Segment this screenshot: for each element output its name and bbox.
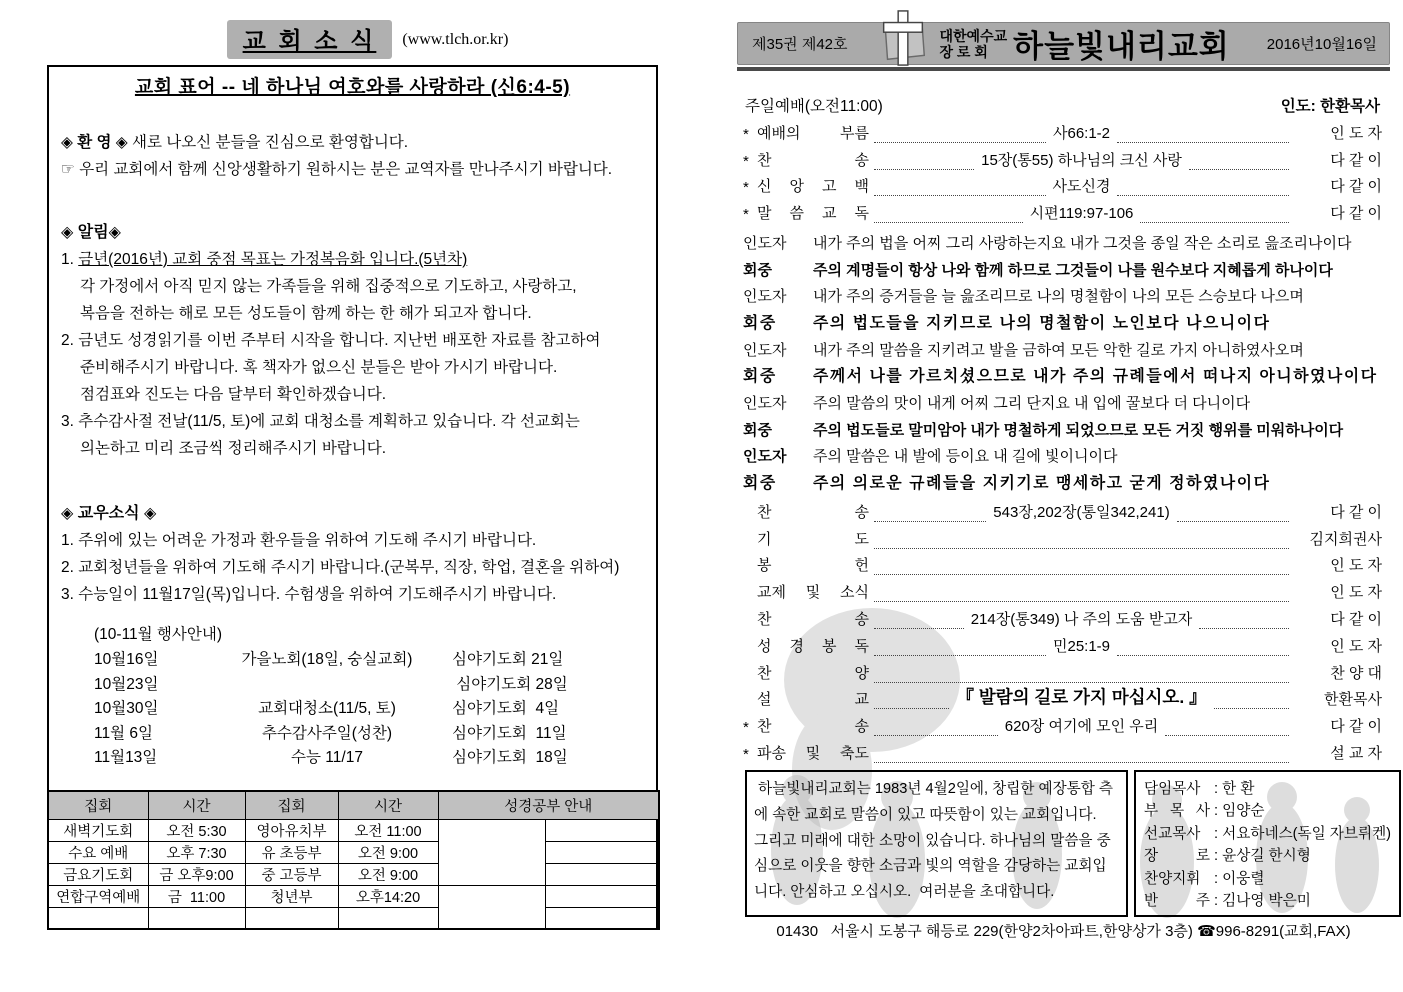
- notice-item: 준비해주시기 바랍니다. 혹 책자가 없으신 분들은 받아 가시기 바랍니다.: [80, 359, 558, 376]
- notice-item: 2. 금년도 성경읽기를 이번 주부터 시작을 합니다. 지난번 배포한 자료를 참고하여: [61, 332, 601, 349]
- news-title-box: [227, 20, 393, 59]
- welcome-note: 우리 교회에서 함께 신앙생활하기 원하시는 분은 교역자를 만나주시기 바랍니다.: [79, 161, 613, 178]
- invitation-line: 그리고 미래에 대한 소망이 있습니다. 하나님의 말씀을 중: [754, 832, 1111, 849]
- responsive-line: 인도자 주의 말씀은 내 발에 등이요 내 길에 빛이니이다: [743, 448, 1118, 466]
- invitation-line: 니다. 안심하고 오십시오. 여러분을 초대합니다.: [754, 884, 1055, 901]
- staff-row: 담임목사 : 한 환: [1144, 781, 1255, 797]
- invitation-line: 심으로 이웃을 향한 소금과 빛의 역할을 감당하는 교회입: [754, 858, 1107, 875]
- service-header: [745, 94, 1380, 116]
- event-row: 10월30일 교회대청소(11/5, 토) 심야기도회 4일: [94, 700, 560, 718]
- notice-item: 복음을 전하는 해로 모든 성도들이 함께 하는 한 해가 되고자 합니다.: [80, 305, 532, 322]
- column-header: 집회: [245, 791, 338, 820]
- staff-row: 부 목 사 : 임양순: [1144, 803, 1265, 820]
- meeting-schedule-table: [47, 790, 660, 930]
- invitation-line: 에 속한 교회로 말씀이 있고 따뜻함이 있는 교회입니다.: [754, 806, 1097, 823]
- notice-title: ◈ 알림◈: [61, 224, 121, 241]
- staff-box: [1134, 770, 1401, 917]
- staff-row: 선교목사 : 서요하네스(독일 자브뤼켄): [1144, 825, 1392, 842]
- bottom-info: [745, 770, 1392, 917]
- volume-issue: 제35권 제42호: [752, 36, 848, 53]
- responsive-line: 회중 주께서 나를 가르치셨으므로 내가 주의 규례들에서 떠나지 아니하였나이다: [743, 368, 1378, 386]
- order-row: * 신 앙 고 백 사도신경 다 같 이: [743, 178, 1382, 197]
- order-row: 찬 송 214장(통349) 나 주의 도움 받고자 다 같 이: [757, 611, 1382, 629]
- service-leader: 인도: 한환목사: [1280, 98, 1380, 115]
- issue-date: 2016년10월16일: [1266, 36, 1377, 53]
- pointing-hand-icon: ☞: [61, 161, 80, 178]
- notice-item: 각 가정에서 아직 믿지 않는 가족들을 위해 집중적으로 기도하고, 사랑하고,: [80, 278, 577, 295]
- masthead-underline: [737, 67, 1390, 71]
- welcome-section: [49, 129, 656, 183]
- member-news-title: ◈ 교우소식 ◈: [61, 505, 157, 522]
- news-box: [47, 65, 658, 930]
- service-title: 주일예배(오전11:00): [745, 98, 883, 115]
- order-row: 기 도 김지희권사: [757, 530, 1382, 548]
- notice-item: 3. 추수감사절 전날(11/5, 토)에 교회 대청소를 계획하고 있습니다. 각 선교회는: [61, 413, 580, 430]
- table-row: 금요기도회 금 오후9:00 중 고등부 오전 9:00: [48, 864, 659, 886]
- denomination: 대한예수교 장 로 회: [939, 27, 1008, 60]
- invitation-box: [745, 770, 1128, 917]
- staff-row: 장 로 : 윤상길 한시형: [1144, 848, 1311, 865]
- order-row: * 말 씀 교 독 시편119:97-106 다 같 이: [743, 205, 1382, 224]
- member-news-item: 2. 교회청년들을 위하여 기도해 주시기 바랍니다.(군복무, 직장, 학업, 결혼을 위하여): [61, 559, 620, 576]
- responsive-line: 인도자 내가 주의 말씀을 지키려고 발을 금하여 모든 악한 길로 가지 아니하였사오며: [743, 341, 1304, 359]
- worship-order: [743, 116, 1382, 763]
- order-row: * 찬 송 620장 여기에 모인 우리 다 같 이: [743, 718, 1383, 737]
- welcome-text: 새로 나오신 분들을 진심으로 환영합니다.: [132, 134, 409, 151]
- church-website-url: (www.tlch.or.kr): [402, 30, 509, 48]
- table-row: [48, 908, 659, 930]
- order-row: 교제 및 소식 인 도 자: [757, 584, 1382, 602]
- sermon-title: 『 발람의 길로 가지 마십시오. 』: [956, 687, 1207, 708]
- column-header: 집회: [48, 791, 148, 820]
- notice-section: [49, 219, 656, 462]
- notice-item: 1. 금년(2016년) 교회 중점 목표는 가정복음화 입니다.(5년차): [61, 251, 468, 268]
- responsive-line: 회중 주의 계명들이 항상 나와 함께 하므로 그것들이 나를 원수보다 지혜롭게 하나이다: [743, 261, 1333, 279]
- responsive-line: 인도자 내가 주의 증거들을 늘 읊조리므로 나의 명철함이 나의 모든 스승보다 나으며: [743, 288, 1304, 306]
- event-row: 10월23일 심야기도회 28일: [94, 675, 568, 693]
- staff-row: 찬양지휘 : 이웅렬: [1144, 870, 1265, 887]
- left-page: [47, 0, 658, 992]
- news-title: 교 회 소 식: [242, 28, 377, 55]
- column-header: 시간: [148, 791, 245, 820]
- event-row: 11월13일 수능 11/17 심야기도회 18일: [94, 749, 568, 767]
- events-heading: (10-11월 행사안내): [94, 626, 222, 643]
- event-row: 10월16일 가을노회(18일, 숭실교회) 심야기도회 21일: [94, 651, 564, 668]
- order-row: * 예배의 부름 사66:1-2 인 도 자: [743, 124, 1382, 143]
- responsive-line: 인도자 주의 말씀의 맛이 내게 어찌 그리 단지요 내 입에 꿀보다 더 다니이다: [743, 395, 1251, 412]
- order-row: 찬 양 찬 양 대: [757, 664, 1382, 682]
- member-news-item: 3. 수능일이 11월17일(목)입니다. 수험생을 위하여 기도해주시기 바랍니다.: [61, 586, 557, 603]
- events-section: [49, 622, 656, 771]
- order-row: 봉 헌 인 도 자: [757, 557, 1382, 575]
- member-news-item: 1. 주위에 있는 어려운 가정과 환우들을 위하여 기도해 주시기 바랍니다.: [61, 532, 537, 549]
- member-news-section: [49, 500, 656, 608]
- table-row: 새벽기도회 오전 5:30 영아유치부 오전 11:00: [48, 820, 659, 842]
- welcome-title: ◈ 환 영 ◈: [61, 134, 133, 151]
- order-row: 성 경 봉 독 민25:1-9 인 도 자: [757, 637, 1382, 655]
- notice-item: 점검표와 진도는 다음 달부터 확인하겠습니다.: [80, 386, 387, 403]
- event-row: 11월 6일 추수감사주일(성찬) 심야기도회 11일: [94, 724, 567, 742]
- masthead-bar: [737, 22, 1390, 65]
- sermon-row: 설 교 『 발람의 길로 가지 마십시오. 』 한환목사: [743, 683, 1382, 710]
- staff-row: 반 주 : 김나영 박은미: [1144, 893, 1311, 910]
- table-row: 수요 예배 오후 7:30 유 초등부 오전 9:00: [48, 842, 659, 864]
- column-header: 성경공부 안내: [438, 791, 659, 820]
- order-row: 찬 송 543장,202장(통일342,241) 다 같 이: [757, 503, 1382, 521]
- table-header-row: [48, 791, 659, 820]
- column-header: 시간: [338, 791, 438, 820]
- news-header: [47, 20, 658, 59]
- responsive-line: 인도자 내가 주의 법을 어찌 그리 사랑하는지요 내가 그것을 종일 작은 소리로 읊조리나이다: [743, 234, 1352, 252]
- right-page: [737, 0, 1390, 992]
- church-motto: 교회 표어 -- 네 하나님 여호와를 사랑하라 (신6:4-5): [134, 77, 571, 98]
- responsive-reading: [743, 226, 1382, 493]
- responsive-line: 회중 주의 법도들로 말미암아 내가 명철하게 되었으므로 모든 거짓 행위를 미워하나이다: [743, 421, 1344, 439]
- order-row: * 파송 및 축도 설 교 자: [743, 745, 1382, 764]
- invitation-line: 하늘빛내리교회는 1983년 4월2일에, 창립한 예장통합 측: [754, 781, 1114, 797]
- cross-icon: [874, 9, 932, 67]
- responsive-line: 회중 주의 법도들을 지키므로 나의 명철함이 노인보다 나으니이다: [743, 314, 1271, 332]
- notice-item: 의논하고 미리 조금씩 정리해주시기 바랍니다.: [80, 440, 387, 457]
- order-row: * 찬 송 15장(통55) 하나님의 크신 사랑 다 같 이: [743, 151, 1383, 170]
- church-name: 하늘빛내리교회: [1013, 29, 1230, 64]
- table-row: 연합구역예배 금 11:00 청년부 오후14:20: [48, 886, 659, 908]
- responsive-line: 회중 주의 의로운 규례들을 지키기로 맹세하고 굳게 정하였나이다: [743, 475, 1271, 493]
- church-address: 01430 서울시 도봉구 해등로 229(한양2차아파트,한양상가 3층) ☎996-8291(교회,FAX): [776, 923, 1351, 940]
